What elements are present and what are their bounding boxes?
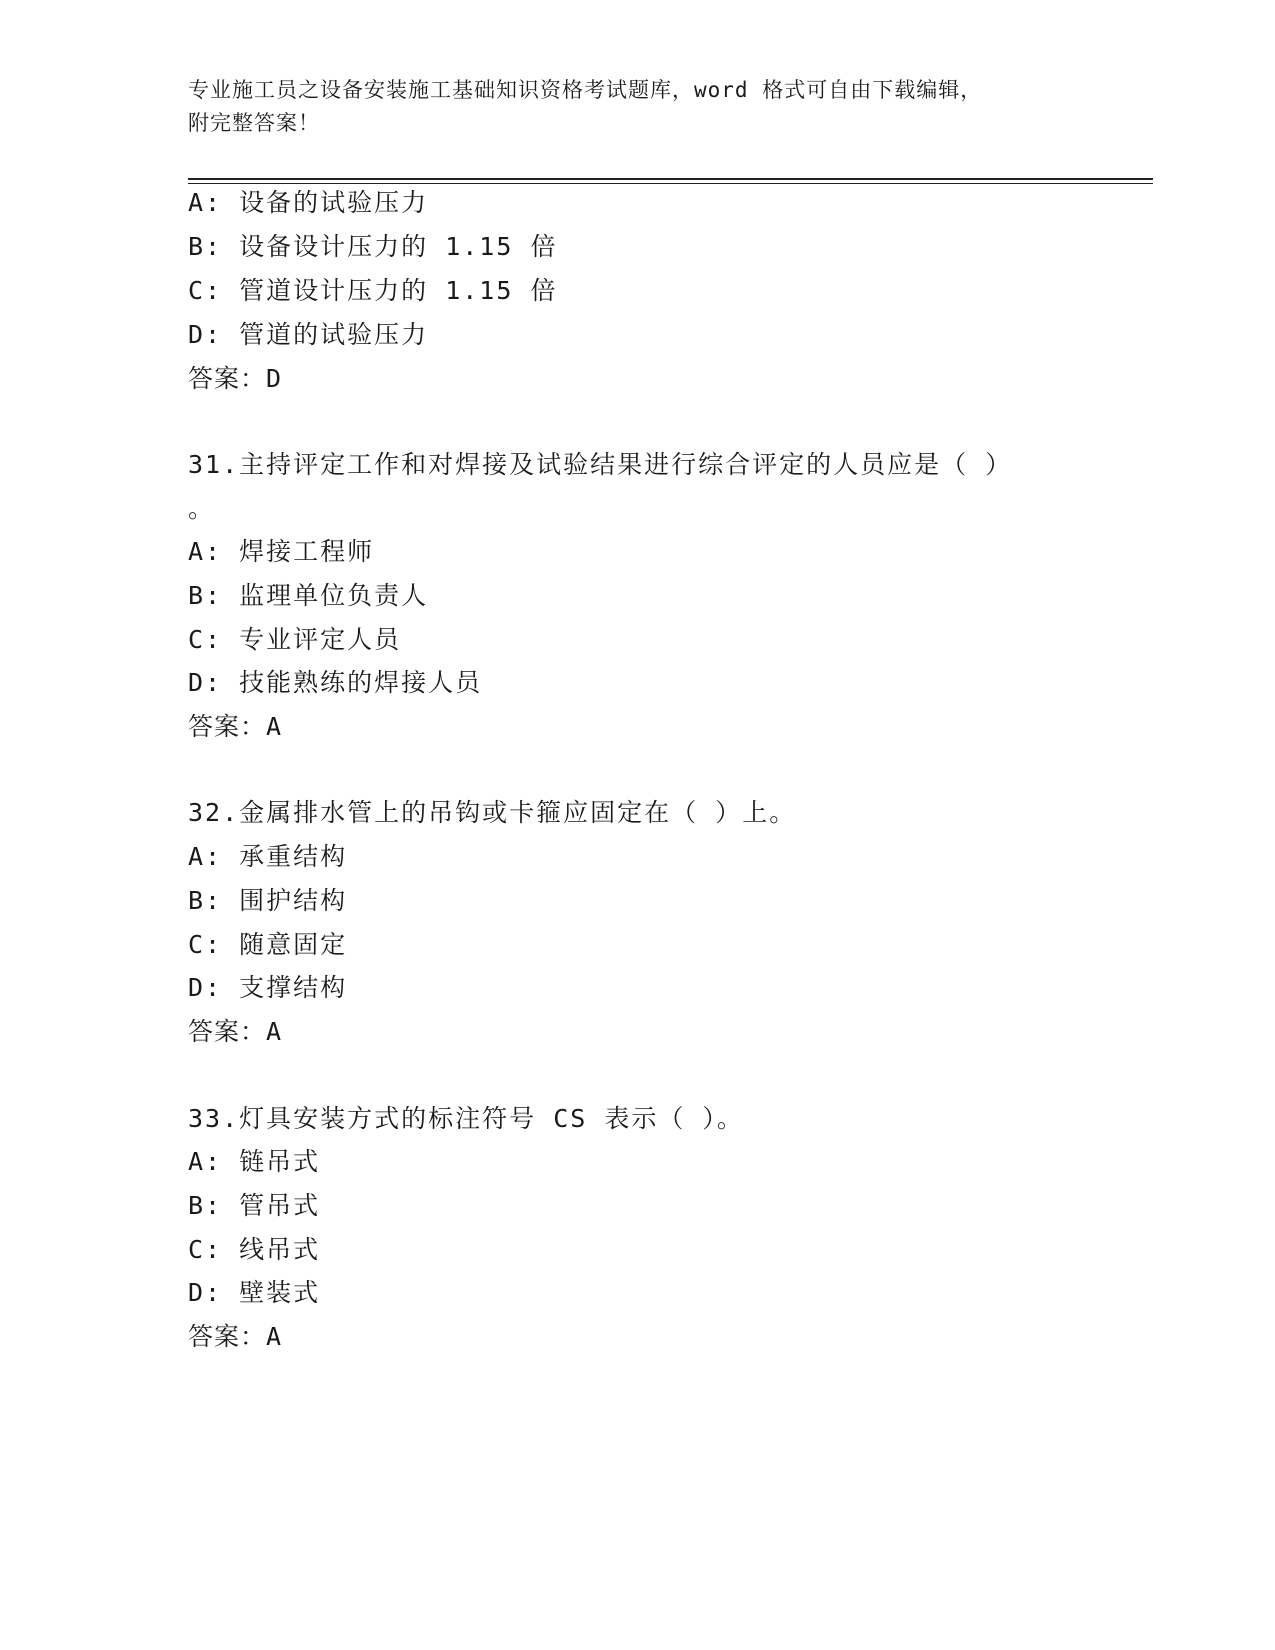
option-a: A: 设备的试验压力	[188, 188, 429, 217]
option-a: A: 焊接工程师	[188, 537, 375, 566]
option-c: C: 专业评定人员	[188, 625, 402, 654]
answer: 答案：D	[188, 364, 283, 393]
header-divider	[188, 178, 1153, 184]
question-32-stem: 32.金属排水管上的吊钩或卡箍应固定在（ ）上。	[188, 798, 797, 827]
option-c: C: 管道设计压力的 1.15 倍	[188, 276, 558, 305]
answer: 答案：A	[188, 1322, 283, 1351]
question-33-stem: 33.灯具安装方式的标注符号 CS 表示（ ）。	[188, 1104, 744, 1133]
option-a: A: 链吊式	[188, 1147, 321, 1176]
title-line-1: 专业施工员之设备安装施工基础知识资格考试题库，word 格式可自由下载编辑，	[188, 78, 983, 102]
option-b: B: 监理单位负责人	[188, 581, 429, 610]
option-d: D: 支撑结构	[188, 973, 348, 1002]
option-b: B: 围护结构	[188, 886, 348, 915]
option-b: B: 管吊式	[188, 1191, 321, 1220]
option-d: D: 壁装式	[188, 1278, 321, 1307]
option-c: C: 线吊式	[188, 1235, 321, 1264]
option-b: B: 设备设计压力的 1.15 倍	[188, 232, 558, 261]
title-line-2: 附完整答案！	[188, 111, 320, 135]
answer: 答案：A	[188, 1017, 283, 1046]
option-a: A: 承重结构	[188, 842, 348, 871]
option-d: D: 管道的试验压力	[188, 320, 429, 349]
option-c: C: 随意固定	[188, 930, 348, 959]
question-31-stem: 31.主持评定工作和对焊接及试验结果进行综合评定的人员应是（ ）	[188, 450, 1013, 479]
document-title	[188, 74, 1088, 140]
question-31-stem-continued: 。	[188, 494, 216, 523]
answer: 答案：A	[188, 712, 283, 741]
option-d: D: 技能熟练的焊接人员	[188, 668, 483, 697]
